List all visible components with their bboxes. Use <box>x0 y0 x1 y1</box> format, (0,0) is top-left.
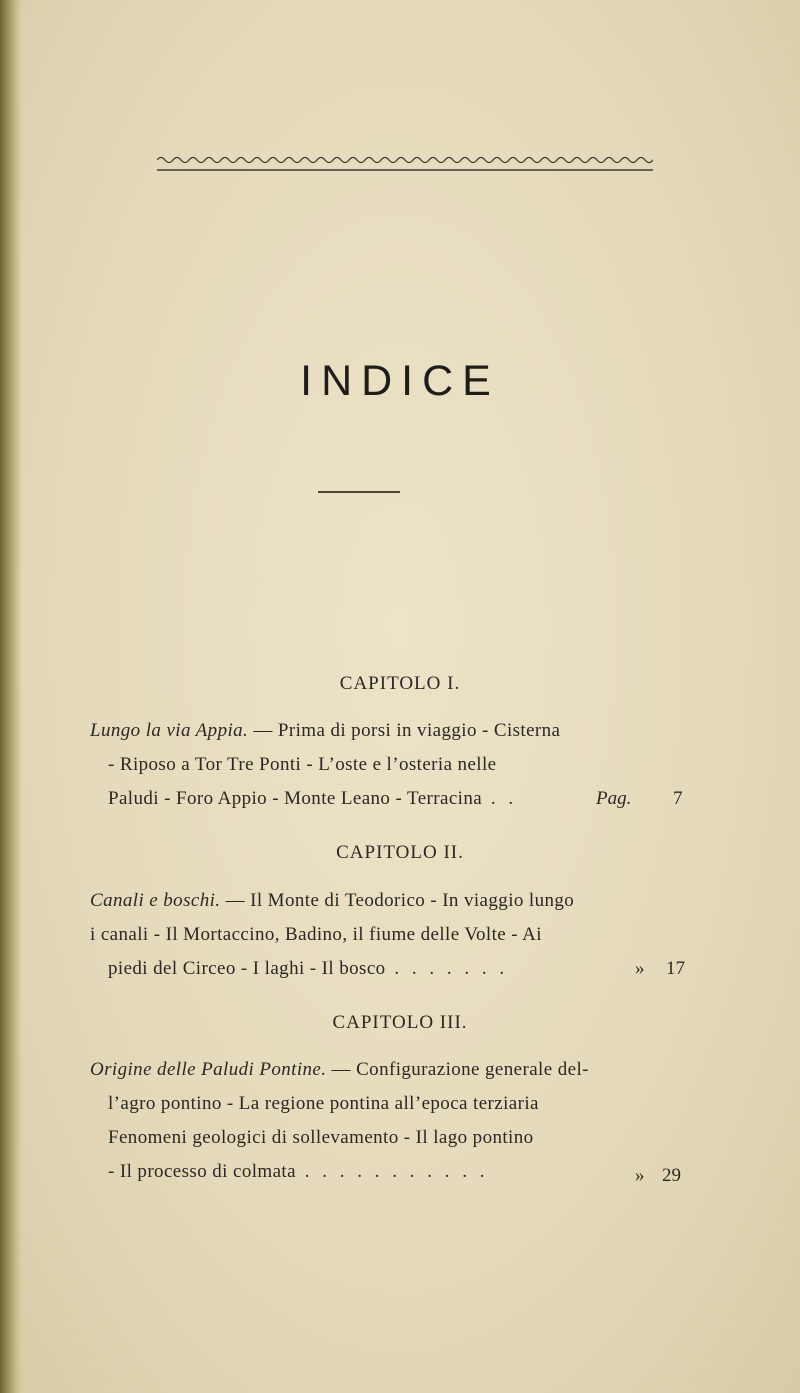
chapter-heading-1: CAPITOLO I. <box>339 673 461 694</box>
chapter-1-page-number: 7 <box>673 788 683 809</box>
chapter-3-leader: . . . . . . . . . . . <box>295 1161 489 1182</box>
chapter-1-line-1-text: Prima di porsi in viaggio - Cisterna <box>277 720 561 741</box>
chapter-3-entry-title: Origine delle Paludi Pontine. <box>90 1059 327 1080</box>
chapter-1-line-3 <box>108 788 517 810</box>
chapter-2-page-label: » <box>635 958 645 979</box>
chapter-3-line-2: l’agro pontino - La regione pontina all’epoca terziaria <box>108 1093 539 1114</box>
book-spine-edge <box>0 0 22 1393</box>
chapter-3-line-4 <box>108 1161 488 1183</box>
page-title: INDICE <box>300 357 500 405</box>
title-underline <box>318 491 400 493</box>
chapter-heading-2: CAPITOLO II. <box>336 842 464 863</box>
chapter-1-leader: . . <box>482 788 518 809</box>
decorative-wavy-rule <box>157 154 653 176</box>
chapter-2-leader: . . . . . . . <box>385 958 509 979</box>
chapter-heading-3: CAPITOLO III. <box>332 1012 468 1033</box>
chapter-1-line-2: - Riposo a Tor Tre Ponti - L’oste e l’osteria nelle <box>108 754 497 775</box>
chapter-1-dash: — <box>248 720 278 741</box>
chapter-1-entry-title: Lungo la via Appia. <box>90 720 249 741</box>
chapter-3-line-1-text: Configurazione generale del- <box>356 1059 589 1080</box>
chapter-1-page-label: Pag. <box>596 788 632 809</box>
chapter-2-line-2: i canali - Il Mortaccino, Badino, il fiume delle Volte - Ai <box>90 924 542 945</box>
chapter-1-line-3-text: Paludi - Foro Appio - Monte Leano - Terracina <box>108 788 483 809</box>
chapter-3-page-number: 29 <box>662 1165 681 1186</box>
chapter-3-page-label: » <box>635 1165 645 1186</box>
chapter-1-line-1 <box>90 720 560 742</box>
chapter-3-line-4-text: - Il processo di colmata <box>108 1161 296 1182</box>
chapter-2-line-1 <box>90 890 574 912</box>
chapter-3-dash: — <box>326 1059 357 1080</box>
chapter-3-line-1 <box>90 1059 589 1081</box>
chapter-2-line-1-text: Il Monte di Teodorico - In viaggio lungo <box>250 890 575 911</box>
chapter-2-line-3-text: piedi del Circeo - I laghi - Il bosco <box>108 958 386 979</box>
chapter-2-line-3 <box>108 958 508 980</box>
chapter-2-dash: — <box>220 890 251 911</box>
chapter-2-entry-title: Canali e boschi. <box>90 890 221 911</box>
chapter-2-page-number: 17 <box>666 958 685 979</box>
chapter-3-line-3: Fenomeni geologici di sollevamento - Il lago pontino <box>108 1127 534 1148</box>
